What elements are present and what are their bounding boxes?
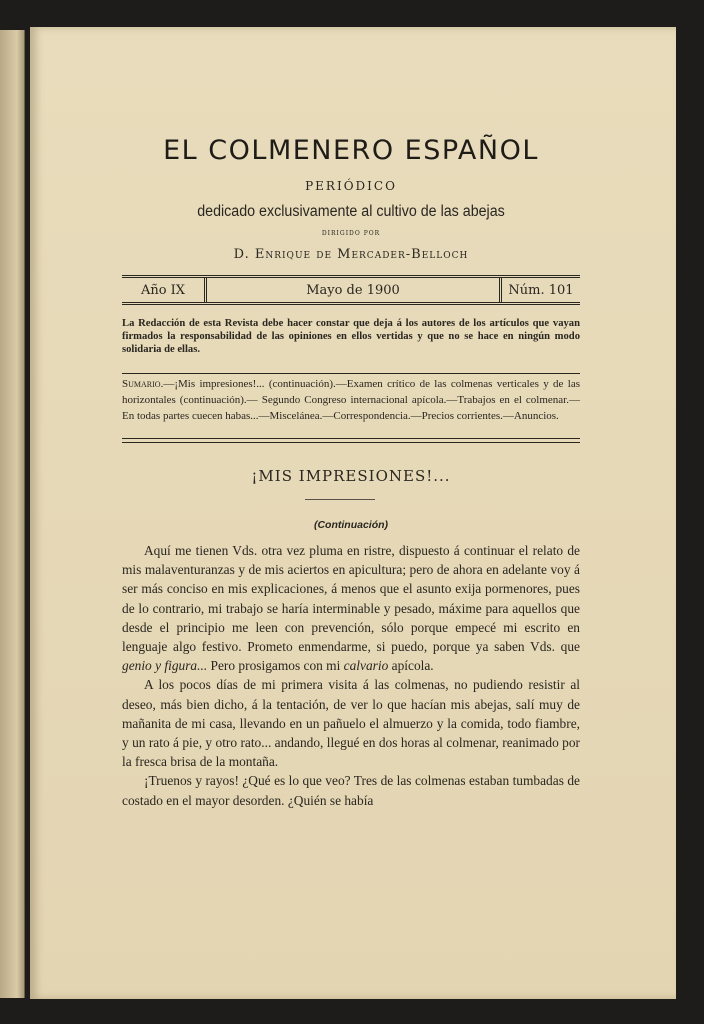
issue-date: Mayo de 1900 <box>207 278 502 302</box>
paragraph-text: Aquí me tienen Vds. otra vez pluma en ristre, dispuesto á continuar el relato de mis malaventuranzas y de mis aciertos en apicultura; pero de ahora en adelante voy á ser más conciso en mis explicaciones, á menos que el asunto exija pormenores, pues de lo contrario, mi trabajo se haría interminable y pesado, máxime para aquellos que desde el principio me leen con prevención, sólo porque empecé mi escrito en lenguaje algo festivo. Prometo enmendarme, si puedo, porque ya saben Vds. que <box>122 543 580 655</box>
directed-by-label: DIRIGIDO POR <box>321 230 381 237</box>
journal-page <box>30 27 676 999</box>
italic-phrase: calvario <box>343 658 389 674</box>
summary-text <box>122 376 580 424</box>
article-paragraph <box>122 541 580 675</box>
facing-page-edge <box>0 30 25 998</box>
journal-subtitle: PERIÓDICO <box>305 179 397 193</box>
editorial-notice: La Redacción de esta Revista debe hacer constar que deja á los autores de los artículos que vayan firmados la responsabilidad de las opiniones en ellos vertidas y que no se hace en ningún modo solidaria de ellas. <box>122 318 580 355</box>
italic-phrase: genio y figura... <box>122 658 208 674</box>
title-divider <box>305 499 375 500</box>
director-name: D. Enrique de Mercader-Belloch <box>233 247 469 262</box>
paragraph-text: Pero prosigamos con mi <box>207 658 344 674</box>
article-paragraph: ¡Truenos y rayos! ¿Qué es lo que veo? Tres de las colmenas estaban tumbadas de costado en el mayor desorden. ¿Quién se había <box>122 773 580 808</box>
summary-contents: —¡Mis impresiones!... (continuación).—Examen crítico de las colmenas verticales y de las horizontales (continuación).— Segundo Congreso internacional apícola.—Trabajos en el colmenar.—En todas partes cuecen habas...—Miscelánea.—Correspondencia.—Precios corrientes.—Anuncios. <box>122 378 580 422</box>
summary-label: Sumario. <box>122 378 164 390</box>
issue-year: Año IX <box>122 278 207 302</box>
paragraph-text: apícola. <box>388 658 434 674</box>
summary-block <box>122 373 580 424</box>
issue-meta-bar <box>122 275 580 305</box>
journal-title: EL COLMENERO ESPAÑOL <box>163 135 539 166</box>
article-title: ¡MIS IMPRESIONES!... <box>251 467 451 485</box>
continuation-label: (Continuación) <box>313 519 389 531</box>
summary-bottom-rule <box>122 438 580 443</box>
article-body <box>122 541 580 810</box>
issue-number: Núm. 101 <box>508 282 574 298</box>
journal-description: dedicado exclusivamente al cultivo de las abejas <box>197 203 505 220</box>
article-paragraph: A los pocos días de mi primera visita á las colmenas, no pudiendo resistir al deseo, más bien dicho, á la tentación, de ver lo que hacían mis abejas, salí muy de mañanita de mi casa, llevando en un pañuelo el almuerzo y la comida, todo fiambre, y un rato á pie, y otro rato... andando, llegué en dos horas al colmenar, reanimado por la fresca brisa de la montaña. <box>122 677 580 770</box>
